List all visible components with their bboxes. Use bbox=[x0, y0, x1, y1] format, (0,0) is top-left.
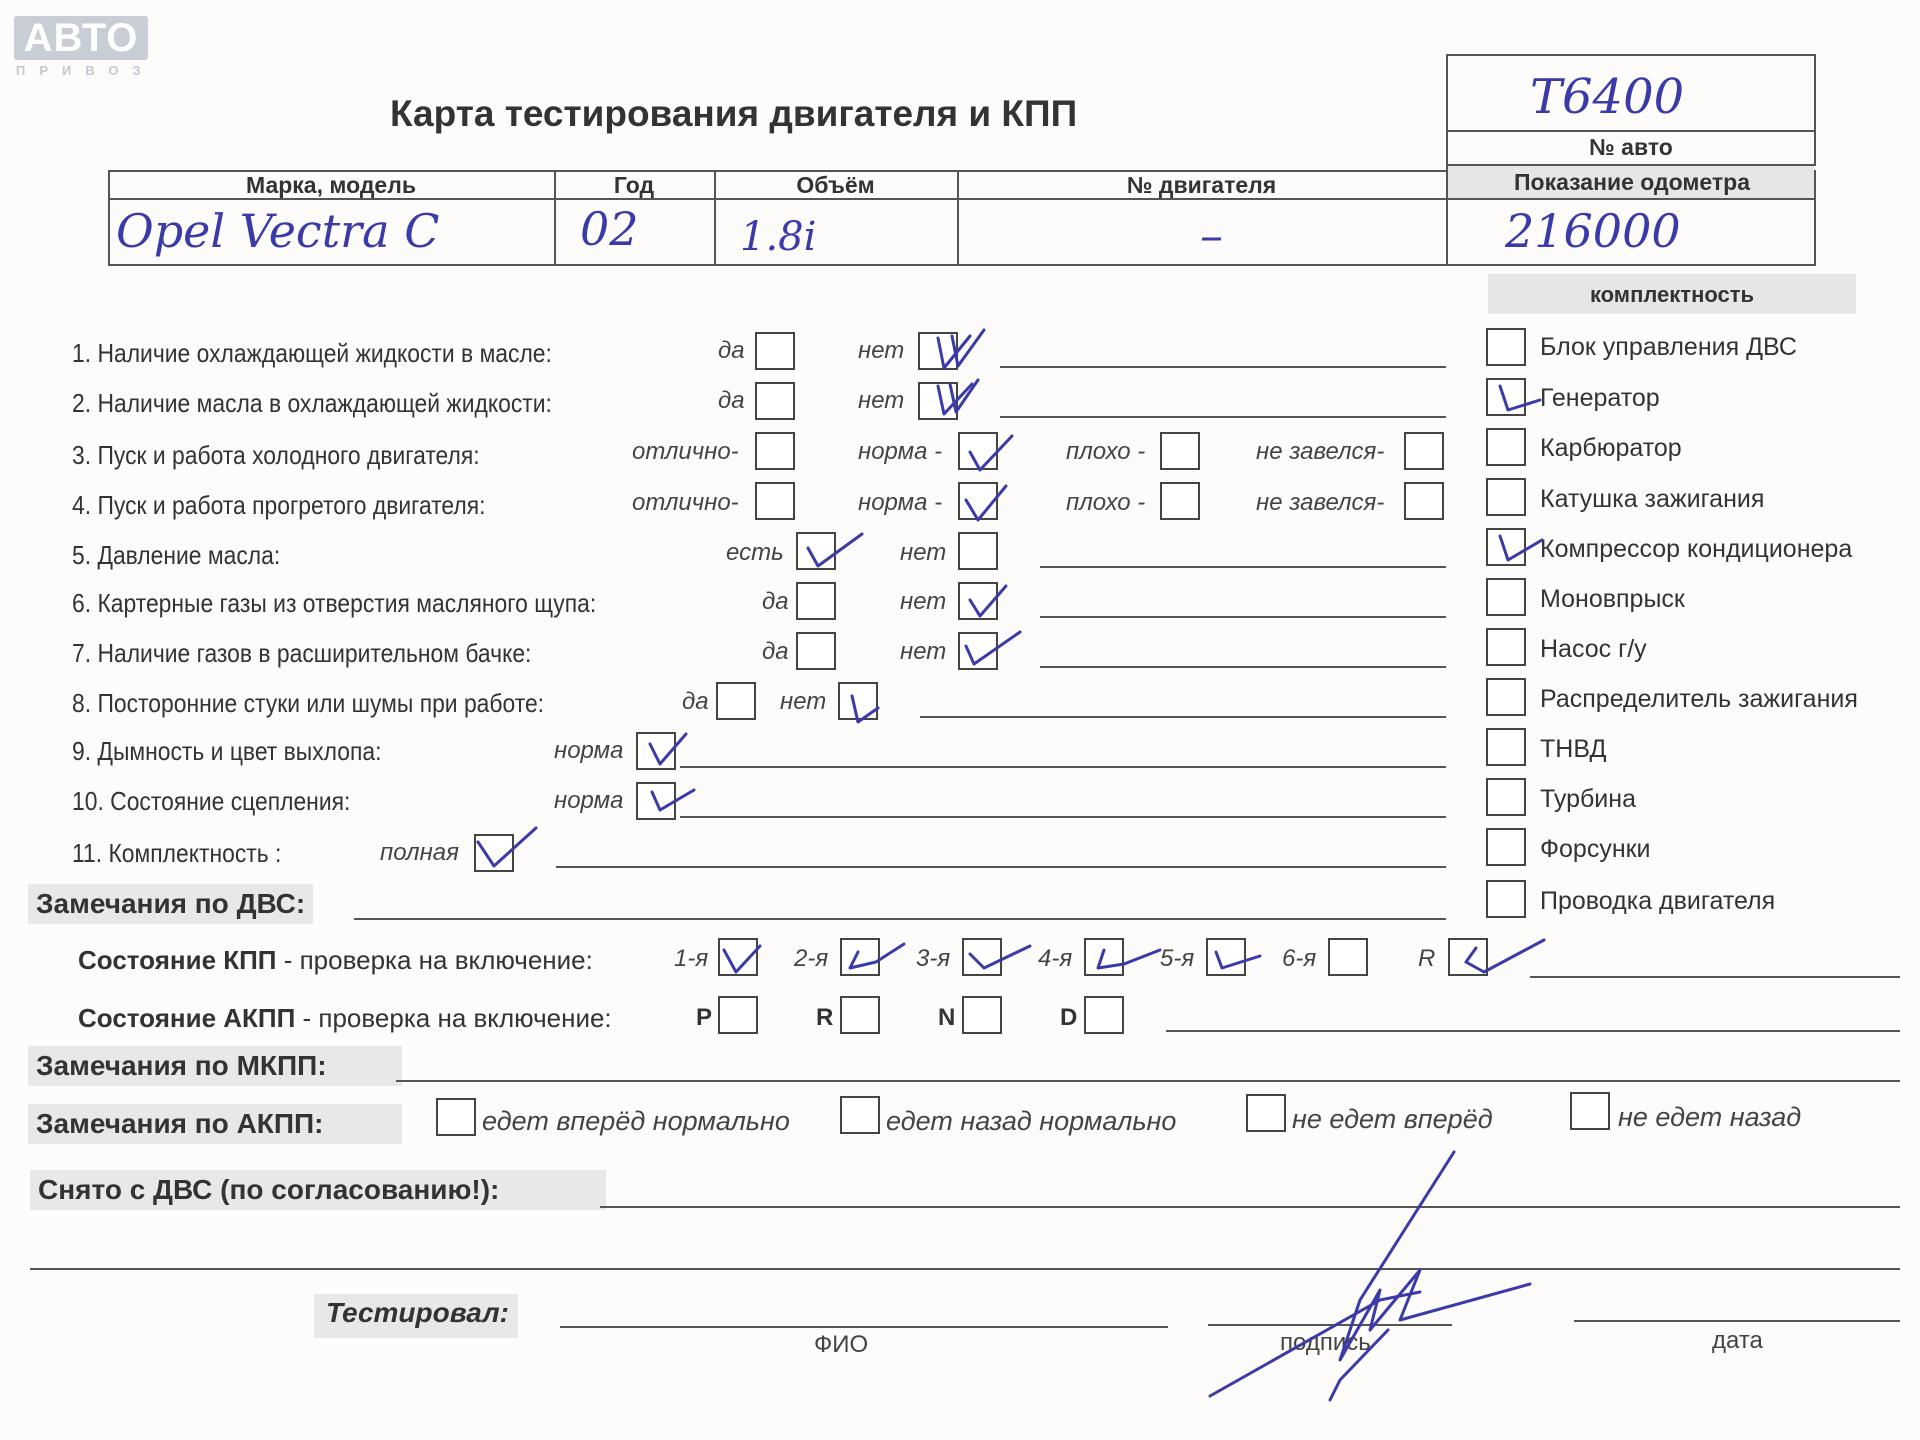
option-excellent-label: отлично- bbox=[632, 438, 739, 465]
option-no-label: нет bbox=[900, 588, 947, 615]
gear-2-label: 2-я bbox=[794, 945, 829, 972]
option-yes-label: да bbox=[718, 387, 745, 414]
kit-item-injectors: Форсунки bbox=[1540, 835, 1651, 863]
signature-scribble bbox=[1210, 1152, 1530, 1400]
option-bad-label: плохо - bbox=[1066, 489, 1146, 516]
check-mark bbox=[650, 734, 686, 764]
engine-remarks-label: Замечания по ДВС: bbox=[28, 884, 313, 924]
logo-text: АВТО bbox=[14, 16, 148, 60]
gear-4-label: 4-я bbox=[1038, 945, 1073, 972]
kit-item-ecu: Блок управления ДВС bbox=[1540, 333, 1797, 361]
check-mark bbox=[970, 436, 1012, 470]
kit-item-distributor: Распределитель зажигания bbox=[1540, 685, 1858, 713]
kit-item-injection-pump: ТНВД bbox=[1540, 735, 1607, 763]
check-mark bbox=[1500, 386, 1540, 410]
manual-gearbox-label: Состояние КПП - проверка на включение: bbox=[78, 945, 593, 975]
auto-check-reverse-normal-label: едет назад нормально bbox=[886, 1106, 1177, 1136]
odometer-header: Показание одометра bbox=[1514, 169, 1750, 195]
tested-by-label: Тестировал: bbox=[326, 1297, 509, 1328]
check-mark bbox=[1216, 952, 1260, 968]
auto-check-no-forward-label: не едет вперёд bbox=[1292, 1104, 1493, 1134]
option-normal-label: норма bbox=[554, 787, 624, 814]
option-normal-label: норма - bbox=[858, 438, 943, 465]
mode-n-label: N bbox=[938, 1004, 956, 1031]
option-not-started-label: не завелся- bbox=[1256, 489, 1385, 516]
option-yes-label: да bbox=[682, 688, 709, 715]
option-no-label: нет bbox=[780, 688, 827, 715]
option-normal-label: норма bbox=[554, 737, 624, 764]
check-mark bbox=[478, 828, 536, 866]
option-not-started-label: не завелся- bbox=[1256, 438, 1385, 465]
kit-item-turbine: Турбина bbox=[1540, 785, 1636, 813]
option-no-label: нет bbox=[900, 638, 947, 665]
option-yes-label: да bbox=[762, 588, 789, 615]
engine-number-value: – bbox=[1200, 208, 1223, 262]
check-mark bbox=[1098, 950, 1160, 968]
removed-parts-label: Снято с ДВС (по согласованию!): bbox=[30, 1170, 606, 1210]
auto-gearbox-label: Состояние АКПП - проверка на включение: bbox=[78, 1003, 612, 1033]
question-11: 11. Комплектность : bbox=[72, 838, 282, 868]
car-number-value: T6400 bbox=[1530, 69, 1685, 125]
check-mark bbox=[724, 946, 760, 972]
question-10: 10. Состояние сцепления: bbox=[72, 786, 351, 816]
car-number-label: № авто bbox=[1589, 134, 1673, 160]
option-excellent-label: отлично- bbox=[632, 489, 739, 516]
date-label: дата bbox=[1712, 1327, 1763, 1354]
kit-item-generator: Генератор bbox=[1540, 384, 1660, 412]
check-mark bbox=[938, 380, 978, 414]
fio-label: ФИО bbox=[814, 1331, 869, 1358]
kit-item-ignition-coil: Катушка зажигания bbox=[1540, 485, 1765, 513]
option-no-label: нет bbox=[900, 539, 947, 566]
option-yes-label: да bbox=[718, 337, 745, 364]
check-mark bbox=[852, 696, 878, 722]
question-4: 4. Пуск и работа прогретого двигателя: bbox=[72, 490, 486, 520]
gear-6-label: 6-я bbox=[1282, 945, 1317, 972]
kit-item-engine-wiring: Проводка двигателя bbox=[1540, 887, 1776, 915]
check-mark bbox=[970, 586, 1006, 616]
question-8: 8. Посторонние стуки или шумы при работе: bbox=[72, 688, 545, 718]
logo-subtext: ПРИВОЗ bbox=[16, 63, 155, 78]
check-mark bbox=[1466, 940, 1544, 972]
question-9: 9. Дымность и цвет выхлопа: bbox=[72, 736, 382, 766]
signature-label: подпись bbox=[1280, 1329, 1371, 1356]
gear-1-label: 1-я bbox=[674, 945, 709, 972]
year-value: 02 bbox=[580, 202, 639, 256]
page-title: Карта тестирования двигателя и КПП bbox=[390, 93, 1078, 134]
question-2: 2. Наличие масла в охлаждающей жидкости: bbox=[72, 388, 552, 418]
question-5: 5. Давление масла: bbox=[72, 540, 281, 570]
mode-p-label: P bbox=[696, 1004, 713, 1031]
gear-3-label: 3-я bbox=[916, 945, 951, 972]
volume-value: 1.8i bbox=[740, 214, 817, 260]
auto-check-forward-normal-label: едет вперёд нормально bbox=[482, 1106, 790, 1136]
check-mark bbox=[652, 790, 694, 810]
kit-title: комплектность bbox=[1589, 282, 1755, 307]
kit-item-power-steering-pump: Насос г/у bbox=[1540, 635, 1647, 663]
option-no-label: нет bbox=[858, 387, 905, 414]
kit-item-carburetor: Карбюратор bbox=[1540, 434, 1682, 462]
kit-item-monoinjection: Моновпрыск bbox=[1540, 585, 1685, 613]
option-full-label: полная bbox=[380, 839, 459, 866]
brand-value: Opel Vectra C bbox=[116, 204, 440, 258]
mode-r-label: R bbox=[816, 1004, 834, 1031]
kit-item-ac-compressor: Компрессор кондиционера bbox=[1540, 535, 1853, 563]
year-header: Год bbox=[613, 172, 655, 198]
option-bad-label: плохо - bbox=[1066, 438, 1146, 465]
question-7: 7. Наличие газов в расширительном бачке: bbox=[72, 638, 532, 668]
question-1: 1. Наличие охлаждающей жидкости в масле: bbox=[72, 338, 552, 368]
option-present-label: есть bbox=[726, 539, 784, 566]
brand-header: Марка, модель bbox=[246, 172, 416, 198]
check-mark bbox=[938, 330, 984, 368]
odometer-value: 216000 bbox=[1505, 204, 1681, 258]
manual-remarks-label: Замечания по МКПП: bbox=[28, 1046, 402, 1086]
question-3: 3. Пуск и работа холодного двигателя: bbox=[72, 440, 480, 470]
gear-5-label: 5-я bbox=[1160, 945, 1195, 972]
check-mark bbox=[970, 946, 1030, 968]
option-yes-label: да bbox=[762, 638, 789, 665]
check-mark bbox=[1500, 536, 1542, 560]
check-mark bbox=[850, 944, 904, 968]
option-normal-label: норма - bbox=[858, 489, 943, 516]
question-6: 6. Картерные газы из отверстия масляного щупа: bbox=[72, 588, 597, 618]
auto-check-no-reverse-label: не едет назад bbox=[1618, 1102, 1802, 1132]
engine-number-header: № двигателя bbox=[1126, 172, 1277, 198]
check-mark bbox=[966, 632, 1020, 664]
option-no-label: нет bbox=[858, 337, 905, 364]
volume-header: Объём bbox=[796, 172, 875, 198]
gear-r-label: R bbox=[1418, 945, 1436, 972]
check-mark bbox=[966, 486, 1006, 520]
mode-d-label: D bbox=[1060, 1004, 1078, 1031]
auto-remarks-label: Замечания по АКПП: bbox=[28, 1104, 402, 1144]
check-mark bbox=[808, 534, 862, 566]
